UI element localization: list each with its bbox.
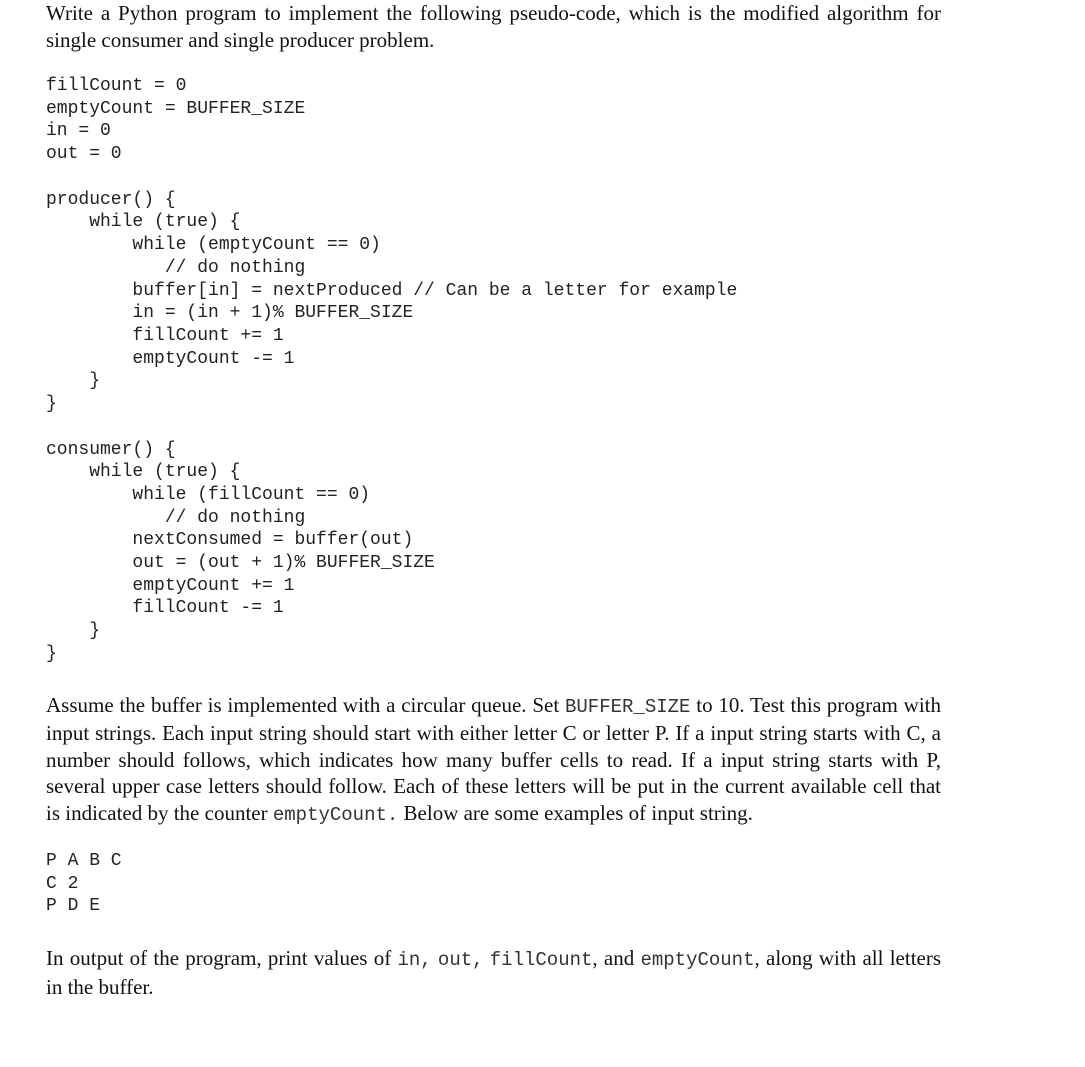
output-text: , along with all letters in the buffer.: [46, 946, 942, 999]
buffer-size-code: BUFFER_SIZE: [565, 695, 691, 718]
example-line: P A B C: [46, 851, 122, 871]
out-code: out,: [437, 949, 484, 972]
example-line: P D E: [46, 896, 101, 917]
output-paragraph: [46, 945, 941, 1000]
code-line: while (true) {: [46, 462, 241, 483]
code-line: consumer() {: [46, 439, 176, 460]
code-line: while (emptyCount == 0): [46, 235, 381, 256]
code-line: }: [46, 393, 57, 414]
assumption-paragraph: [46, 692, 941, 829]
variables-code-block: [46, 75, 941, 166]
code-line: emptyCount = BUFFER_SIZE: [46, 98, 306, 119]
code-line: fillCount += 1: [46, 325, 284, 346]
empty-count-code: emptyCount: [640, 949, 755, 972]
example-line: C 2: [46, 873, 79, 894]
assumption-text: Below are some examples of input string.: [398, 800, 753, 825]
fill-count-code: fillCount: [489, 949, 593, 972]
code-line: out = 0: [46, 144, 122, 165]
code-line: }: [46, 643, 57, 664]
in-code: in,: [397, 949, 432, 972]
code-line: }: [46, 621, 101, 642]
code-line: fillCount = 0: [46, 76, 187, 96]
consumer-code-block: [46, 439, 941, 666]
code-line: in = 0: [46, 121, 111, 142]
intro-paragraph: Write a Python program to implement the following pseudo-code, which is the modified algorithm for single consumer and single producer problem.: [46, 1, 941, 52]
code-line: }: [46, 371, 101, 392]
assumption-text: Assume the buffer is implemented with a circular queue. Set: [46, 692, 565, 717]
code-line: producer() {: [46, 189, 176, 210]
code-line: out = (out + 1)% BUFFER_SIZE: [46, 553, 435, 574]
code-line: emptyCount -= 1: [46, 348, 295, 369]
code-line: emptyCount += 1: [46, 575, 295, 596]
code-line: // do nothing: [46, 507, 306, 528]
producer-code-block: [46, 189, 941, 416]
examples-code-block: [46, 850, 941, 918]
code-line: while (fillCount == 0): [46, 485, 371, 505]
code-line: nextConsumed = buffer(out): [46, 530, 414, 551]
code-line: buffer[in] = nextProduced // Can be a letter for example: [46, 280, 738, 301]
code-line: while (true) {: [46, 212, 241, 233]
code-line: in = (in + 1)% BUFFER_SIZE: [46, 303, 414, 324]
document-page: [46, 0, 941, 1000]
code-line: fillCount -= 1: [46, 598, 284, 619]
output-text: In output of the program, print values of: [46, 946, 398, 971]
code-line: // do nothing: [46, 257, 306, 278]
output-text: , and: [592, 946, 641, 971]
empty-count-code: emptyCount.: [272, 803, 399, 826]
assumption-text: to 10. Test this program with input strings. Each input string should start with either letter C or letter P. If a input string starts with C, a number should follows, which indicates how many buffer cells to read. If a input string starts with P, several upper case letters should follow. Each of these letters will be put in the current available cell that is indicated by the counter: [46, 692, 941, 825]
